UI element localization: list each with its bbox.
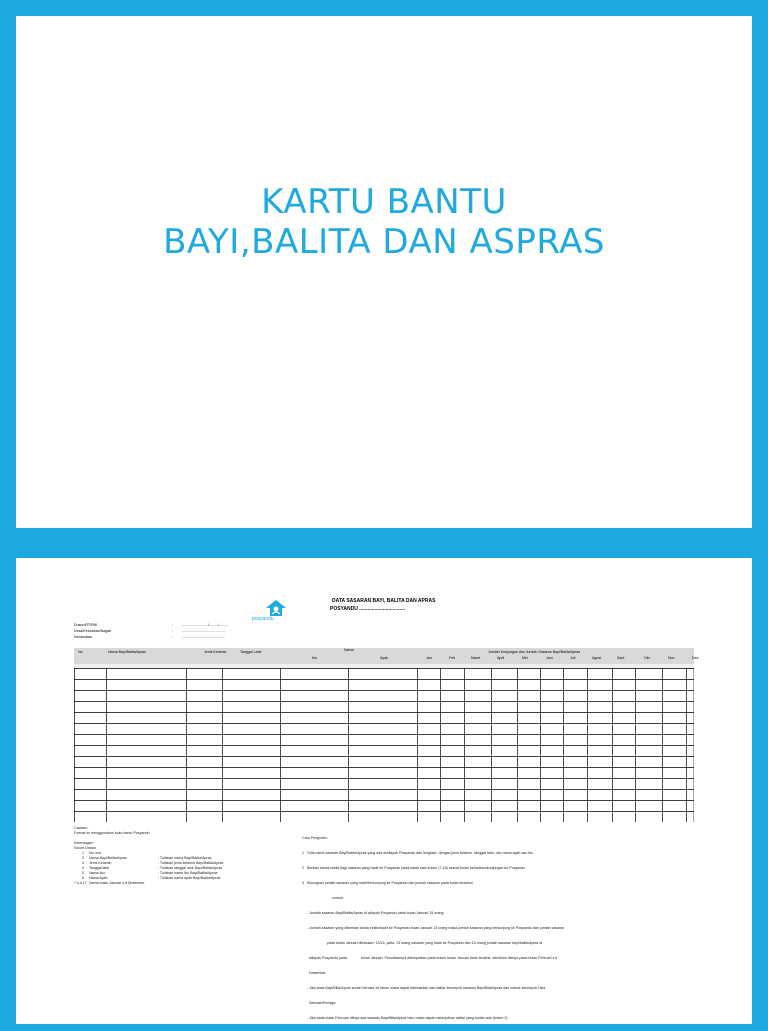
kolom-desc: : Tuliskan nama Bayi/Balita/Apras [158, 856, 212, 860]
kolom-desc: : Tuliskan nama Ibu Bayi/Balita/Apras [158, 871, 218, 875]
keterangan-label: Keterangan: [74, 841, 94, 845]
keterangan-item [74, 881, 304, 886]
meta-label: Desa/Kelurahan/Nagari [74, 629, 112, 633]
kolom-number: 7 s.d 17 [74, 881, 87, 885]
notes-left [74, 826, 304, 886]
kolom-header: Kolom Uraian [74, 846, 96, 850]
catatan-text: Format ini menggunakan buku bantu Posyandu [74, 831, 150, 835]
meta-label: Kecamatan [74, 635, 93, 639]
kolom-uraian: No urut [89, 851, 101, 855]
header-nama-bayi: Nama Bayi/Balita/Apras [108, 650, 146, 654]
header-month: Feb [449, 656, 456, 660]
document-title: DATA SASARAN BAYI, BALITA DAN APRAS [332, 598, 436, 604]
kolom-uraian: Nama Ayah [89, 876, 108, 880]
kolom-desc: : Tuliskan nama ayah Bayi/Balita/Apras [158, 876, 221, 880]
header-month: April [497, 656, 505, 660]
meta-value: ........................................... [182, 629, 225, 633]
instruction-line: wilayah Posyandu pada bulan Januari. Penulisannya ditempatkan pada kolom bulan Januari baris terakhir, demikian dstnya pada bulan Februari s.d [302, 956, 558, 960]
kolom-number: 1 [82, 851, 84, 855]
instruction-line: 2 Berikan tanda ceklis bagi sasaran yang hadir ke Posyandu pada salah satu kolom (7-18) sesuai bulan kehadiran/kunjungan ke Posyandu [302, 866, 526, 870]
kolom-number: 4 [82, 866, 84, 870]
table-header [74, 648, 699, 664]
instruction-line: - Jika pada bulan Februari ditnya ada sasaran Bayi/Blita/Apras baru maka dapat melanjutkan daftar yang sudah ada (kolom 2) [302, 1016, 508, 1020]
kolom-uraian: Jenis Kelamin [89, 861, 112, 865]
kolom-number: 6 [82, 876, 84, 880]
instruction-line: Sekolah/Remaja [302, 1001, 336, 1005]
kolom-uraian: Nama bulan Januari s.d Desember [89, 881, 145, 885]
posyandu-line: POSYANDU ................................. [330, 606, 406, 612]
table-grid-lines [74, 668, 694, 822]
kolom-desc: : Tuliskan tanggal lahir Bayi/Balita/Apras [158, 866, 223, 870]
kolom-uraian: Nama Ibu [89, 871, 105, 875]
instruction-line: 1 Tulis nama sasaran Bayi/Balita/Apras yang ada diwilayah Posyandu dan lengkapi dengan jenis kelamin, tanggal lahir, dan nama ayah dan ibu [302, 851, 534, 855]
cara-pengisian-label: Cara Pengisian: [302, 836, 328, 840]
header-month: Sept [617, 656, 625, 660]
header-ayah: Ayah [380, 656, 389, 660]
instruction-line: 3 Kikungkan jumlah sasaran yang hadir/berkunjung ke Posyandu dan jumlah sasaran pada bulan tersebut [302, 881, 473, 885]
catatan-label: Catatan: [74, 826, 88, 830]
instruction-line: Desember. [302, 971, 327, 975]
instruction-line: - Jumlah sasaran Bayi/Balita/Apras di wilayah Posyandu pada bulan Januari 15 orang [302, 911, 444, 915]
kolom-uraian: Nama Bayi/Balita/Apras [89, 856, 127, 860]
header-month: Nov [668, 656, 675, 660]
instruction-line: - Jika anak Bayi/Blita/Apras sudah berusia ±6 tahun maka dapat dikeluarkan dari daftar kelompok sasaran Bayi/Blita/Apras dan masuk kelompok Usia [302, 986, 546, 990]
meta-label: Dusun/RT/RW [74, 623, 98, 627]
meta-colon: : [172, 623, 173, 627]
meta-row-kecamatan [74, 635, 225, 639]
instruction-line: - Jumlah sasaran yang diberikan tanda ceklis/hadir ke Posyandu bulan Januari 13 orang maka jumlah sasaran yang berkunjung ke Posyandu dan jumlah sasaran [302, 926, 565, 930]
header-month: Juli [570, 656, 576, 660]
table-slide [16, 558, 752, 1024]
header-ibu: Ibu [312, 656, 317, 660]
slide-title-line-2: BAYI,BALITA DAN ASPRAS [163, 222, 605, 262]
header-month: Agust [592, 656, 602, 660]
instruction-line: contoh: [302, 896, 344, 900]
title-slide [16, 16, 752, 528]
notes-right [302, 826, 692, 1031]
header-month: Jan [426, 656, 432, 660]
header-month: Okt [644, 656, 650, 660]
header-tanggal-lahir: Tanggal Lahir [240, 650, 262, 654]
logo-text: posyandu [252, 616, 274, 622]
header-nama: Nama [344, 648, 354, 652]
header-jumlah-kunjungan: Jumlah Kunjungan dan Jumlah Sasaran Bayi/Balita/Apras [488, 650, 581, 654]
meta-value: ........................../........./......... [182, 623, 228, 627]
kolom-number: 2 [82, 856, 84, 860]
data-table-grid [74, 668, 694, 822]
header-month: Juni [546, 656, 553, 660]
instruction-line: pada bulan Januari dituliskan: 13/15, yaitu: 13 orang sasaran yang hadir ke Posyandu dan 15 orang jumlah sasaran bayi/balita/apras di [302, 941, 543, 945]
header-no: No [78, 650, 83, 654]
slide-title-line-1: KARTU BANTU [261, 182, 507, 222]
header-month: Des [692, 656, 699, 660]
meta-row-desa [74, 629, 225, 633]
meta-row-dusun [74, 623, 228, 627]
meta-value: ........................................... [182, 635, 225, 639]
kolom-number: 5 [82, 871, 84, 875]
header-month: Maret [471, 656, 481, 660]
kolom-uraian: Tanggal lahir [89, 866, 110, 870]
kolom-number: 3 [82, 861, 84, 865]
header-month: Mei [522, 656, 528, 660]
header-jenis-kelamin: Jenis Kelamin [204, 650, 227, 654]
kolom-desc: : Tuliskan jenis kelamin Bayi/Balita/Apras [158, 861, 224, 865]
meta-colon: : [172, 629, 173, 633]
meta-colon: : [172, 635, 173, 639]
